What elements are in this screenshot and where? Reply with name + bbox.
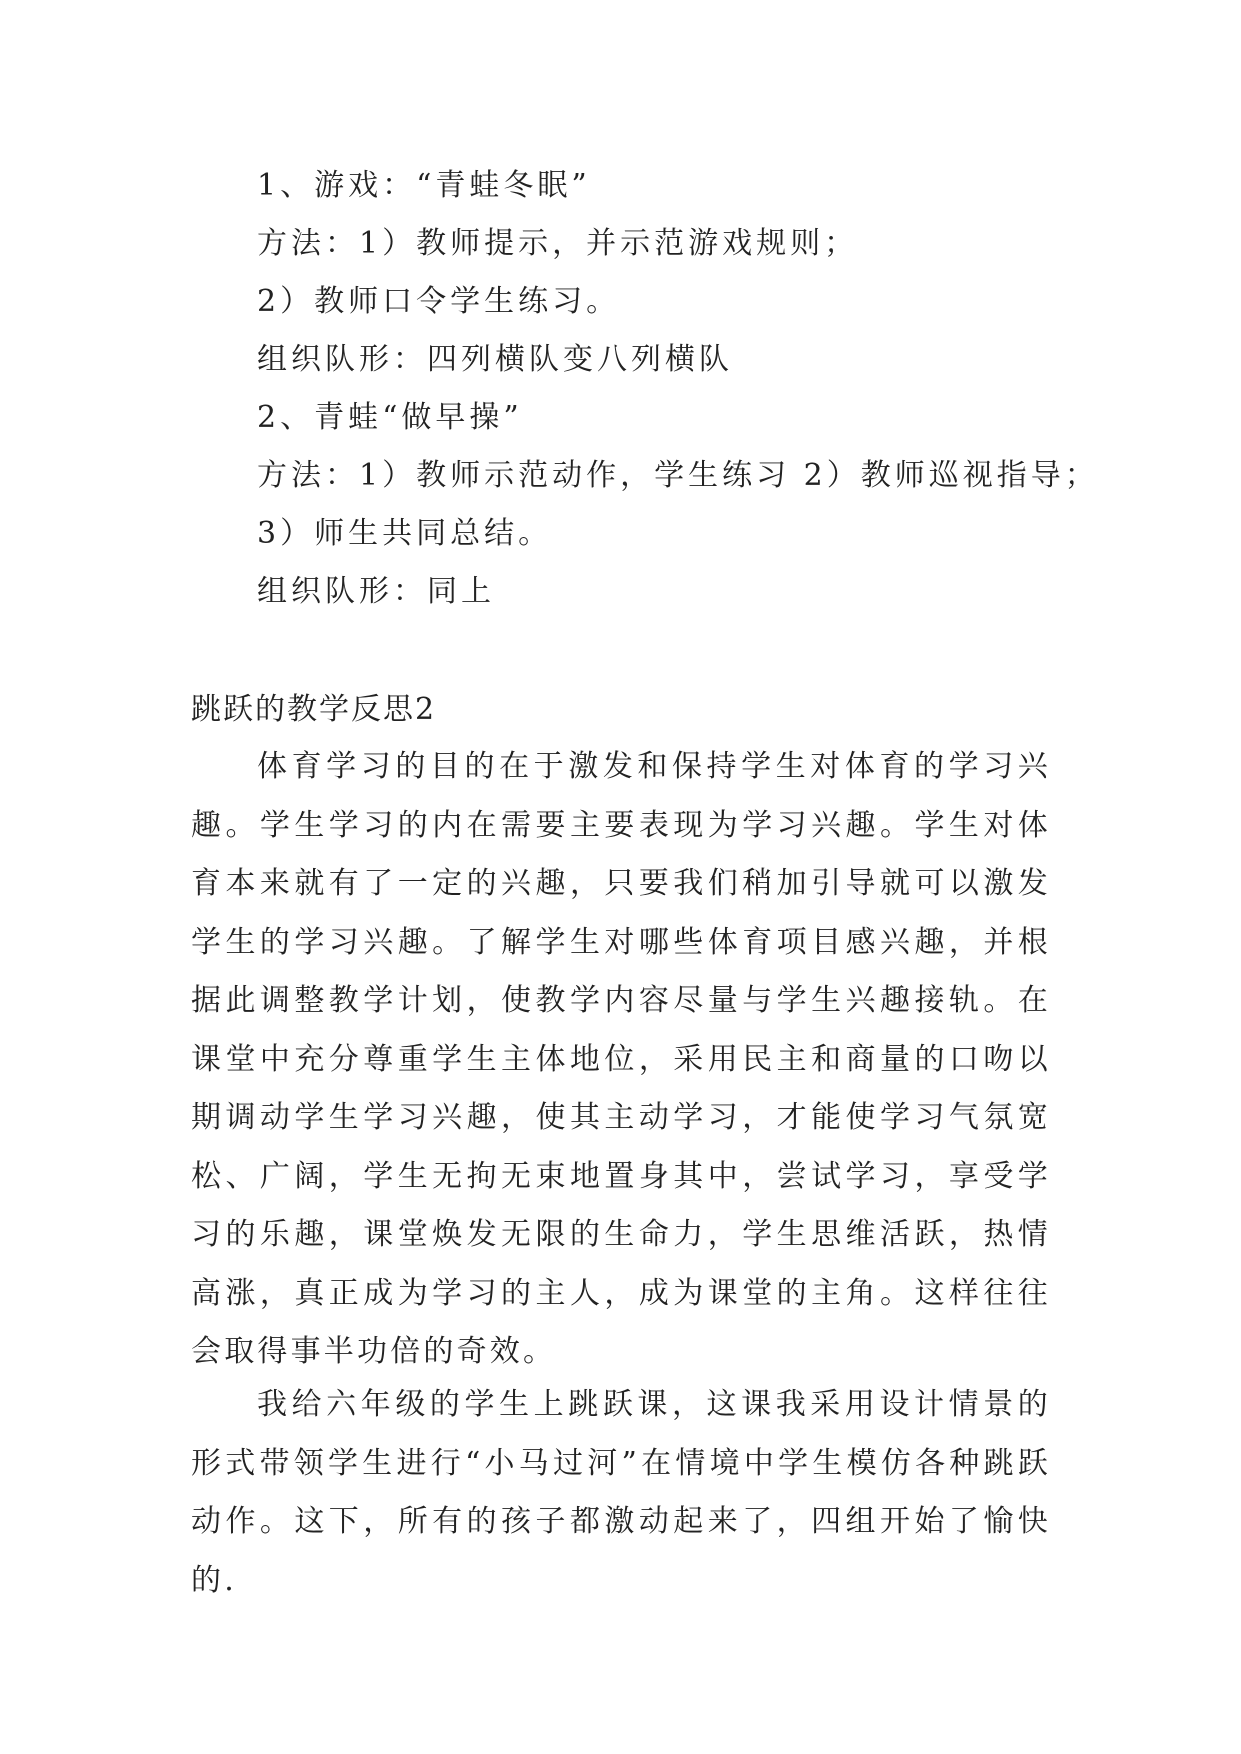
game-2-formation: 组织队形：同上 [257, 574, 495, 609]
body-paragraph-2: 我给六年级的学生上跳跃课，这课我采用设计情景的形式带领学生进行“小马过河”在情境中学生模仿各种跳跃动作。这下，所有的孩子都激动起来了，四组开始了愉快的. [191, 1387, 1051, 1598]
game-2-title: 2、青蛙“做早操” [257, 400, 523, 435]
game-1-method-step-2: 2）教师口令学生练习。 [257, 284, 621, 319]
game-2-method: 方法：1）教师示范动作，学生练习 2）教师巡视指导； [257, 458, 1099, 493]
game-1-formation: 组织队形：四列横队变八列横队 [257, 342, 733, 377]
game-1-method: 方法：1）教师提示，并示范游戏规则； [257, 226, 859, 261]
section-heading: 跳跃的教学反思2 [191, 692, 437, 727]
game-1-title: 1、游戏：“青蛙冬眠” [257, 168, 591, 203]
game-2-method-step-3: 3）师生共同总结。 [257, 516, 553, 551]
body-paragraph-1: 体育学习的目的在于激发和保持学生对体育的学习兴趣。学生学习的内在需要主要表现为学习兴趣。学生对体育本来就有了一定的兴趣，只要我们稍加引导就可以激发学生的学习兴趣。了解学生对哪些体育项目感兴趣，并根据此调整教学计划，使教学内容尽量与学生兴趣接轨。在课堂中充分尊重学生主体地位，采用民主和商量的口吻以期调动学生学习兴趣，使其主动学习，才能使学习气氛宽松、广阔，学生无拘无束地置身其中，尝试学习，享受学习的乐趣，课堂焕发无限的生命力，学生思维活跃，热情高涨，真正成为学习的主人，成为课堂的主角。这样往往会取得事半功倍的奇效。 [191, 749, 1051, 1369]
